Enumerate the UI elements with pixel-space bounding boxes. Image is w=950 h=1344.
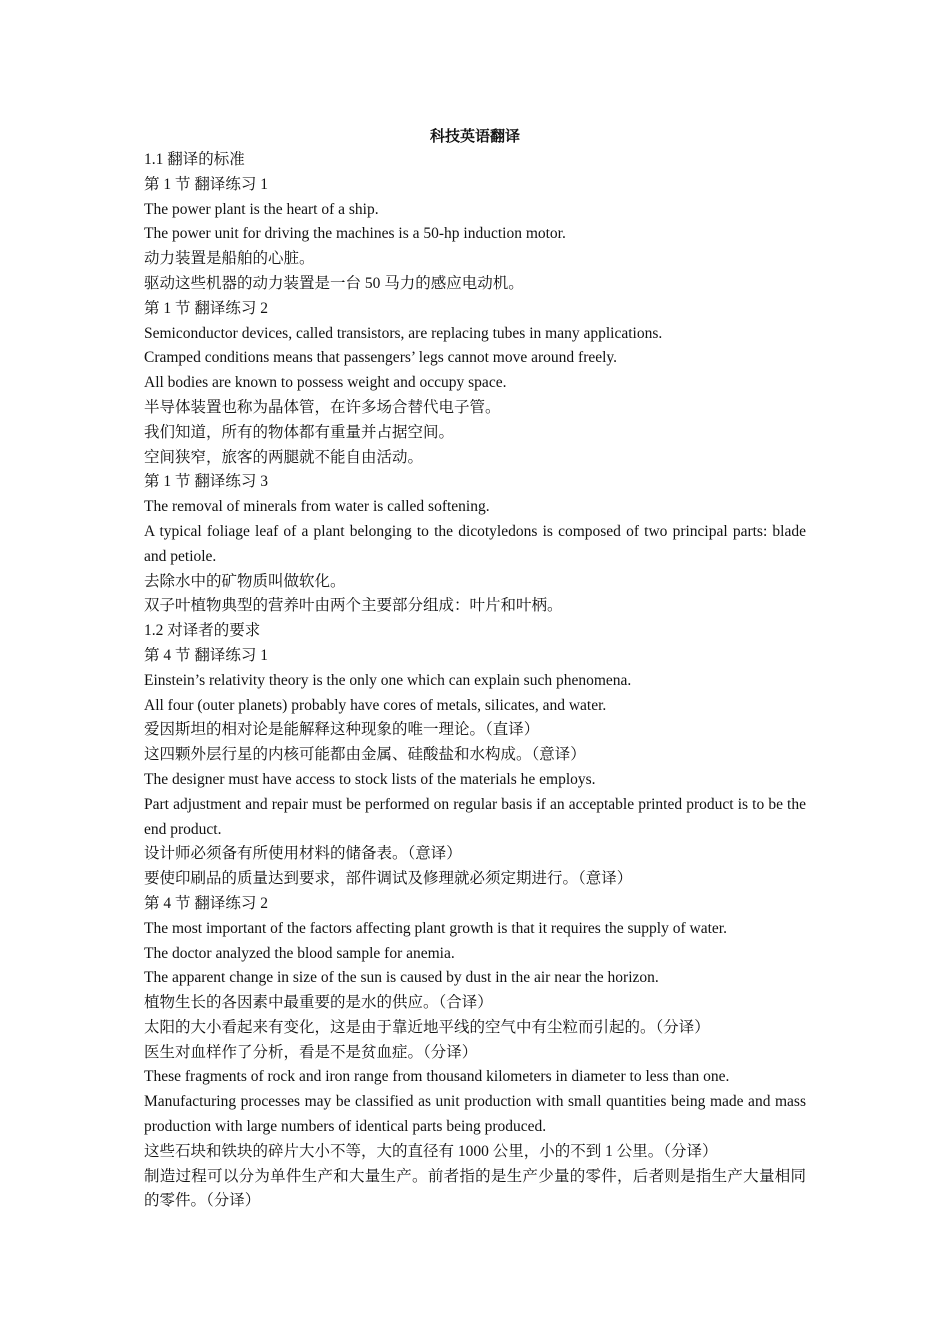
section-heading: 1.1 翻译的标准	[144, 151, 245, 168]
chinese-translation: 制造过程可以分为单件生产和大量生产。前者指的是生产少量的零件，后者则是指生产大量相同的零件。（分译）	[144, 1167, 806, 1210]
exercise-heading: 第 1 节 翻译练习 3	[144, 473, 269, 491]
chinese-translation: 太阳的大小看起来有变化，这是由于靠近地平线的空气中有尘粒而引起的。（分译）	[144, 1018, 710, 1036]
exercise-heading: 第 1 节 翻译练习 1	[144, 175, 269, 193]
chinese-translation: 动力装置是船舶的心脏。	[144, 250, 315, 268]
exercise-heading: 第 4 节 翻译练习 1	[144, 646, 269, 664]
english-sentence: All bodies are known to possess weight and occupy space.	[144, 374, 507, 392]
section-heading: 1.2 对译者的要求	[144, 622, 261, 640]
english-sentence: The designer must have access to stock lists of the materials he employs.	[144, 770, 596, 788]
chinese-translation: 植物生长的各因素中最重要的是水的供应。（合译）	[144, 994, 493, 1012]
document-body	[144, 148, 806, 1214]
english-sentence: The power plant is the heart of a ship.	[144, 200, 379, 218]
english-sentence: A typical foliage leaf of a plant belonging to the dicotyledons is composed of two principal parts: blade and petiole.	[144, 522, 806, 565]
chinese-translation: 半导体装置也称为晶体管，在许多场合替代电子管。	[144, 398, 501, 416]
chinese-translation: 我们知道，所有的物体都有重量并占据空间。	[144, 423, 455, 441]
english-sentence: Cramped conditions means that passengers’ legs cannot move around freely.	[144, 349, 618, 367]
english-sentence: All four (outer planets) probably have cores of metals, silicates, and water.	[144, 696, 607, 714]
english-sentence: The power unit for driving the machines is a 50-hp induction motor.	[144, 225, 566, 243]
english-sentence: The apparent change in size of the sun is caused by dust in the air near the horizon.	[144, 969, 659, 987]
chinese-translation: 设计师必须备有所使用材料的储备表。（意译）	[144, 845, 462, 863]
english-sentence: The removal of minerals from water is called softening.	[144, 498, 490, 516]
english-sentence: Semiconductor devices, called transistors, are replacing tubes in many applications.	[144, 324, 663, 342]
chinese-translation: 双子叶植物典型的营养叶由两个主要部分组成：叶片和叶柄。	[144, 597, 563, 615]
chinese-translation: 这些石块和铁块的碎片大小不等，大的直径有 1000 公里，小的不到 1 公里。（分译）	[144, 1142, 718, 1160]
english-sentence: These fragments of rock and iron range from thousand kilometers in diameter to less than one.	[144, 1068, 730, 1086]
chinese-translation: 要使印刷品的质量达到要求，部件调试及修理就必须定期进行。（意译）	[144, 870, 633, 888]
chinese-translation: 空间狭窄，旅客的两腿就不能自由活动。	[144, 448, 424, 466]
english-sentence: The doctor analyzed the blood sample for anemia.	[144, 944, 455, 962]
chinese-translation: 这四颗外层行星的内核可能都由金属、硅酸盐和水构成。（意译）	[144, 746, 586, 764]
chinese-translation: 去除水中的矿物质叫做软化。	[144, 572, 346, 590]
english-sentence: Manufacturing processes may be classified as unit production with small quantities being made and mass production with large numbers of identical parts being produced.	[144, 1093, 806, 1136]
chinese-translation: 驱动这些机器的动力装置是一台 50 马力的感应电动机。	[144, 274, 524, 292]
english-sentence: The most important of the factors affecting plant growth is that it requires the supply of water.	[144, 919, 727, 937]
document-title: 科技英语翻译	[429, 127, 520, 145]
english-sentence: Part adjustment and repair must be performed on regular basis if an acceptable printed product is to be the end product.	[144, 795, 806, 838]
chinese-translation: 爱因斯坦的相对论是能解释这种现象的唯一理论。（直译）	[144, 721, 540, 739]
chinese-translation: 医生对血样作了分析，看是不是贫血症。（分译）	[144, 1043, 478, 1061]
exercise-heading: 第 4 节 翻译练习 2	[144, 894, 269, 912]
exercise-heading: 第 1 节 翻译练习 2	[144, 299, 269, 317]
english-sentence: Einstein’s relativity theory is the only one which can explain such phenomena.	[144, 671, 632, 689]
